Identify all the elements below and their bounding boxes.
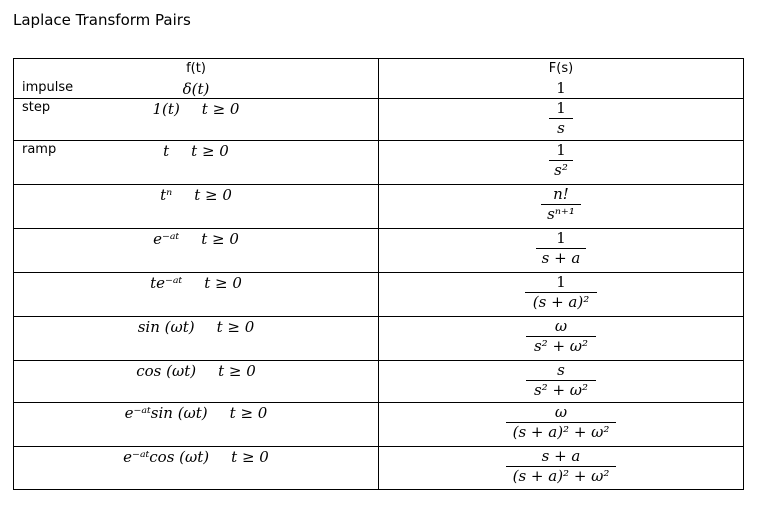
ft-cond: t ≥ 0 (229, 404, 268, 423)
ft-expr (14, 318, 378, 336)
fs-expr (379, 99, 743, 140)
table-row (14, 185, 744, 229)
fs-expr (379, 229, 743, 272)
ft-cell (14, 447, 379, 490)
header-fs-cell (379, 59, 744, 79)
fs-num: 1 (556, 273, 566, 292)
ft-cell (14, 317, 379, 361)
fs-den: (s + a)² + ω² (512, 423, 610, 442)
ft-expr (14, 274, 378, 292)
ft-text: δ(t) (182, 79, 210, 98)
ft-cond: t ≥ 0 (218, 362, 256, 381)
table-row (14, 99, 744, 141)
ft-expr (14, 100, 378, 118)
fs-cell (379, 185, 744, 229)
fs-num: 1 (556, 229, 566, 248)
fs-den: s² (554, 161, 568, 180)
table-row (14, 273, 744, 317)
ft-expr (14, 80, 378, 98)
fs-num: n! (553, 185, 569, 204)
ft-expr (14, 404, 378, 422)
fs-cell (379, 273, 744, 317)
fs-cell (379, 317, 744, 361)
table-row (14, 403, 744, 447)
fs-den: s² + ω² (533, 337, 589, 356)
fs-expr (379, 317, 743, 360)
ft-text: tⁿ (160, 186, 173, 205)
fs-den: s (557, 119, 565, 138)
table-row (14, 79, 744, 99)
ft-cond: t ≥ 0 (191, 142, 229, 161)
fs-cell (379, 447, 744, 490)
table-row (14, 229, 744, 273)
ft-text: cos (ωt) (136, 362, 197, 381)
fs-expr (379, 447, 743, 489)
fs-expr (379, 79, 743, 98)
ft-cond: t ≥ 0 (201, 100, 240, 119)
ft-cell (14, 403, 379, 447)
table-row (14, 361, 744, 403)
ft-text: e⁻ᵃᵗcos (ωt) (123, 448, 210, 466)
table-row (14, 317, 744, 361)
ft-cell (14, 141, 379, 185)
fs-expr (379, 361, 743, 402)
ft-text: t (163, 142, 170, 161)
fs-num: s (557, 361, 565, 380)
ft-cell (14, 273, 379, 317)
row-name: step (22, 100, 51, 116)
fs-cell (379, 99, 744, 141)
fs-num: ω (554, 403, 568, 422)
fs-expr (379, 273, 743, 316)
ft-cell (14, 229, 379, 273)
row-name: impulse (22, 79, 74, 95)
fs-expr (379, 185, 743, 228)
fs-cell (379, 79, 744, 99)
ft-text: e⁻ᵃᵗ (153, 230, 180, 249)
ft-cond: t ≥ 0 (231, 448, 269, 466)
ft-expr (14, 230, 378, 248)
ft-expr (14, 362, 378, 380)
ft-text: e⁻ᵃᵗsin (ωt) (124, 404, 208, 423)
ft-cell (14, 185, 379, 229)
fs-den: (s + a)² + ω² (512, 467, 610, 485)
fs-expr (379, 141, 743, 184)
ft-cell (14, 361, 379, 403)
ft-expr (14, 142, 378, 160)
fs-den: s² + ω² (533, 381, 589, 400)
fs-num: ω (554, 317, 568, 336)
ft-text: te⁻ᵃᵗ (150, 274, 183, 293)
ft-text: sin (ωt) (137, 318, 195, 337)
fs-den: sⁿ⁺¹ (547, 205, 575, 224)
laplace-table (13, 58, 744, 490)
fs-num: 1 (556, 141, 566, 160)
fs-cell (379, 141, 744, 185)
ft-expr (14, 186, 378, 204)
header-row (14, 59, 744, 79)
fs-cell (379, 403, 744, 447)
fs-num: 1 (556, 78, 566, 97)
ft-cell (14, 79, 379, 99)
fs-expr (379, 403, 743, 446)
fs-cell (379, 229, 744, 273)
header-fs: F(s) (548, 61, 574, 76)
header-ft: f(t) (186, 61, 206, 76)
fs-num: 1 (556, 99, 566, 118)
ft-cond: t ≥ 0 (194, 186, 232, 205)
table-row (14, 447, 744, 490)
fs-den: s + a (541, 249, 581, 268)
fs-den: (s + a)² (532, 293, 590, 312)
ft-expr (14, 448, 378, 466)
page-title: Laplace Transform Pairs (13, 11, 191, 29)
table-row (14, 141, 744, 185)
fs-num: s + a (541, 447, 581, 465)
ft-cond: t ≥ 0 (201, 230, 239, 249)
row-name: ramp (22, 142, 57, 158)
ft-cell (14, 99, 379, 141)
fs-cell (379, 361, 744, 403)
ft-cond: t ≥ 0 (216, 318, 255, 337)
ft-text: 1(t) (152, 100, 180, 119)
header-ft-cell (14, 59, 379, 79)
ft-cond: t ≥ 0 (204, 274, 242, 293)
